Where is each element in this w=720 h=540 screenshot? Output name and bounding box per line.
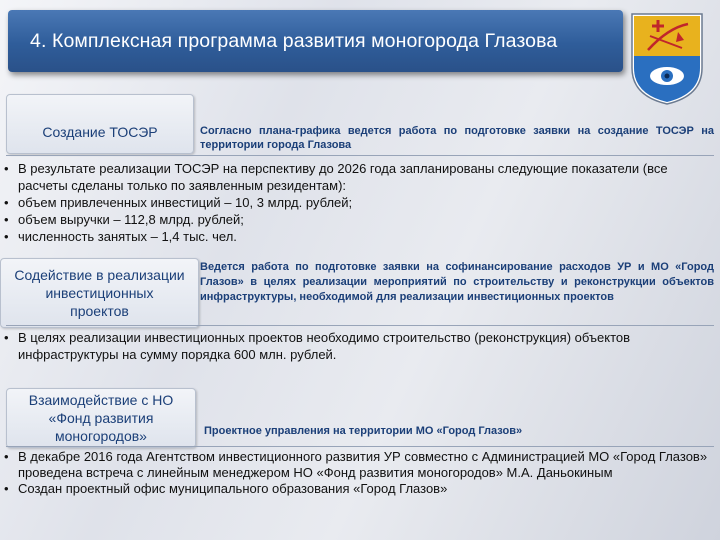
bullet-list: [4, 329, 714, 363]
list-item: • Создан проектный офис муниципального образования «Город Глазов»: [4, 481, 714, 497]
bullet-list: [4, 449, 714, 497]
section-label-line: проектов: [70, 303, 129, 319]
divider: [6, 155, 714, 156]
bullet-list: [4, 160, 714, 245]
page-title: 4. Комплексная программа развития моногорода Глазова: [30, 30, 558, 52]
list-item: • В целях реализации инвестиционных проектов необходимо строительство (реконструкция) объектов инфраструктуры на сумму порядка 600 млн. рублей.: [4, 329, 714, 363]
section-label-line: моногородов»: [55, 428, 147, 444]
section-note: Ведется работа по подготовке заявки на софинансирование расходов УР и МО «Город Глазов» в целях реализации мероприятий по строительству и реконструкции объектов инфраструктуры, необходимой для реализации инвестиционных проектов: [200, 261, 714, 303]
section-label-line: Взаимодействие с НО: [28, 392, 174, 408]
section-label-tosr: [6, 94, 194, 154]
list-item: • численность занятых – 1,4 тыс. чел.: [4, 228, 714, 245]
section-label-line: инвестиционных: [45, 285, 154, 301]
title-bar: [8, 10, 623, 72]
section-label-fund: [6, 388, 196, 448]
section-label-text: Создание ТОСЭР: [42, 124, 158, 140]
list-item: • объем привлеченных инвестиций – 10, 3 млрд. рублей;: [4, 194, 714, 211]
section-note: Проектное управления на территории МО «Город Глазов»: [204, 425, 523, 437]
list-item: • объем выручки – 112,8 млрд. рублей;: [4, 211, 714, 228]
divider: [6, 446, 714, 447]
list-item: • В результате реализации ТОСЭР на перспективу до 2026 года запланированы следующие показатели (все расчеты сделаны только по заявленным резидентам):: [4, 160, 714, 194]
section-label-line: «Фонд развития: [48, 410, 154, 426]
section-note: Согласно плана-графика ведется работа по подготовке заявки на создание ТОСЭР на территории города Глазова: [200, 125, 714, 151]
list-item: • В декабре 2016 года Агентством инвестиционного развития УР совместно с Администрацией МО «Город Глазов» проведена встреча с линейным менеджером НО «Фонд развития моногородов» М.А. Даньокиным: [4, 449, 714, 481]
section-label-investment: [0, 258, 199, 328]
section-label-line: Содействие в реализации: [14, 267, 185, 283]
divider: [6, 325, 714, 326]
city-emblem-icon: [628, 10, 706, 106]
